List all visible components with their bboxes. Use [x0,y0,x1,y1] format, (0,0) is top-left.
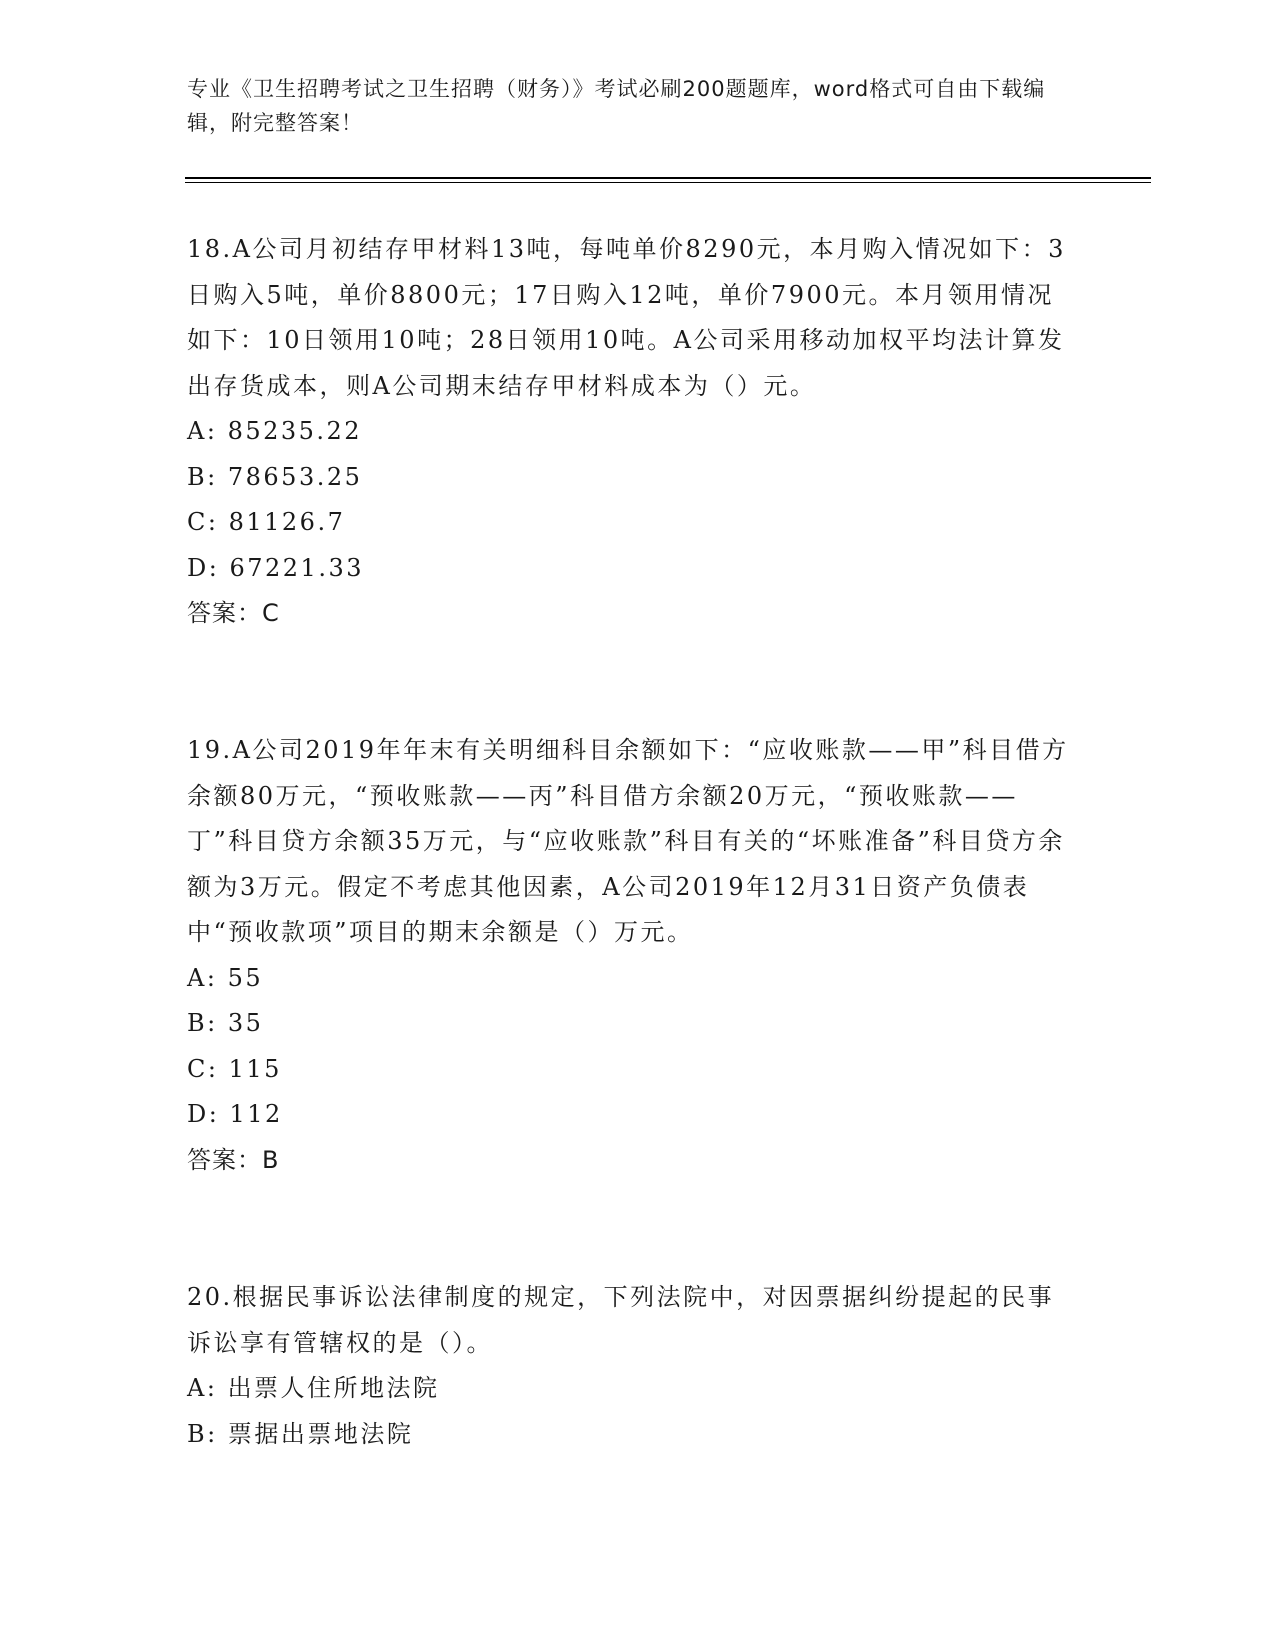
option-d [187,1092,1077,1138]
header-divider-thin [185,182,1151,183]
question-text: 20.根据民事诉讼法律制度的规定，下列法院中，对因票据纠纷提起的民事诉讼享有管辖权的是（）。 [187,1283,1055,1357]
option-value: 112 [229,1100,283,1128]
option-value: 81126.7 [228,508,346,536]
option-b [187,455,1077,501]
question-19 [187,728,1077,1183]
question-text: 18.A公司月初结存甲材料13吨，每吨单价8290元，本月购入情况如下：3日购入5吨，单价8800元；17日购入12吨，单价7900元。本月领用情况如下：10日领用10吨；28日领用10吨。A公司采用移动加权平均法计算发出存货成本，则A公司期末结存甲材料成本为（）元。 [187,235,1066,400]
question-20 [187,1275,1077,1457]
option-label: A: [187,963,218,992]
option-label: B: [187,1009,218,1037]
option-label: A: [187,417,218,445]
option-value: 67221.33 [229,553,364,582]
option-label: C: [187,508,219,536]
option-b [187,1001,1077,1047]
option-value: 85235.22 [227,417,363,445]
option-value: 78653.25 [227,462,363,491]
option-label: D: [187,553,220,582]
option-a [187,409,1077,455]
option-label: C: [187,1054,219,1083]
option-c [187,500,1077,546]
option-d [187,546,1077,592]
option-value: 票据出票地法院 [227,1419,414,1448]
option-value: 出票人住所地法院 [227,1374,440,1402]
option-a [187,1366,1077,1412]
option-label: D: [187,1100,220,1128]
option-value: 35 [227,1009,264,1037]
option-a [187,956,1077,1002]
question-text: 19.A公司2019年年末有关明细科目余额如下：“应收账款——甲”科目借方余额80万元，“预收账款——丙”科目借方余额20万元，“预收账款——丁”科目贷方余额35万元，与“应收账款”科目有关的“坏账准备”科目贷方余额为3万元。假定不考虑其他因素，A公司2019年12月31日资产负债表中“预收款项”项目的期末余额是（）万元。 [187,736,1069,946]
header-text: 专业《卫生招聘考试之卫生招聘（财务）》考试必刷200题题库，word格式可自由下载编辑，附完整答案！ [187,77,1046,135]
option-c [187,1047,1077,1093]
option-b [187,1412,1077,1458]
option-label: A: [187,1374,218,1402]
answer-line: 答案：C [187,599,280,627]
header-divider-thick [185,177,1151,179]
option-value: 115 [228,1054,282,1083]
question-18 [187,227,1077,637]
option-value: 55 [227,963,264,992]
answer-line: 答案：B [187,1145,280,1174]
document-header [187,72,1067,140]
option-label: B: [187,462,218,491]
option-label: B: [187,1419,218,1448]
